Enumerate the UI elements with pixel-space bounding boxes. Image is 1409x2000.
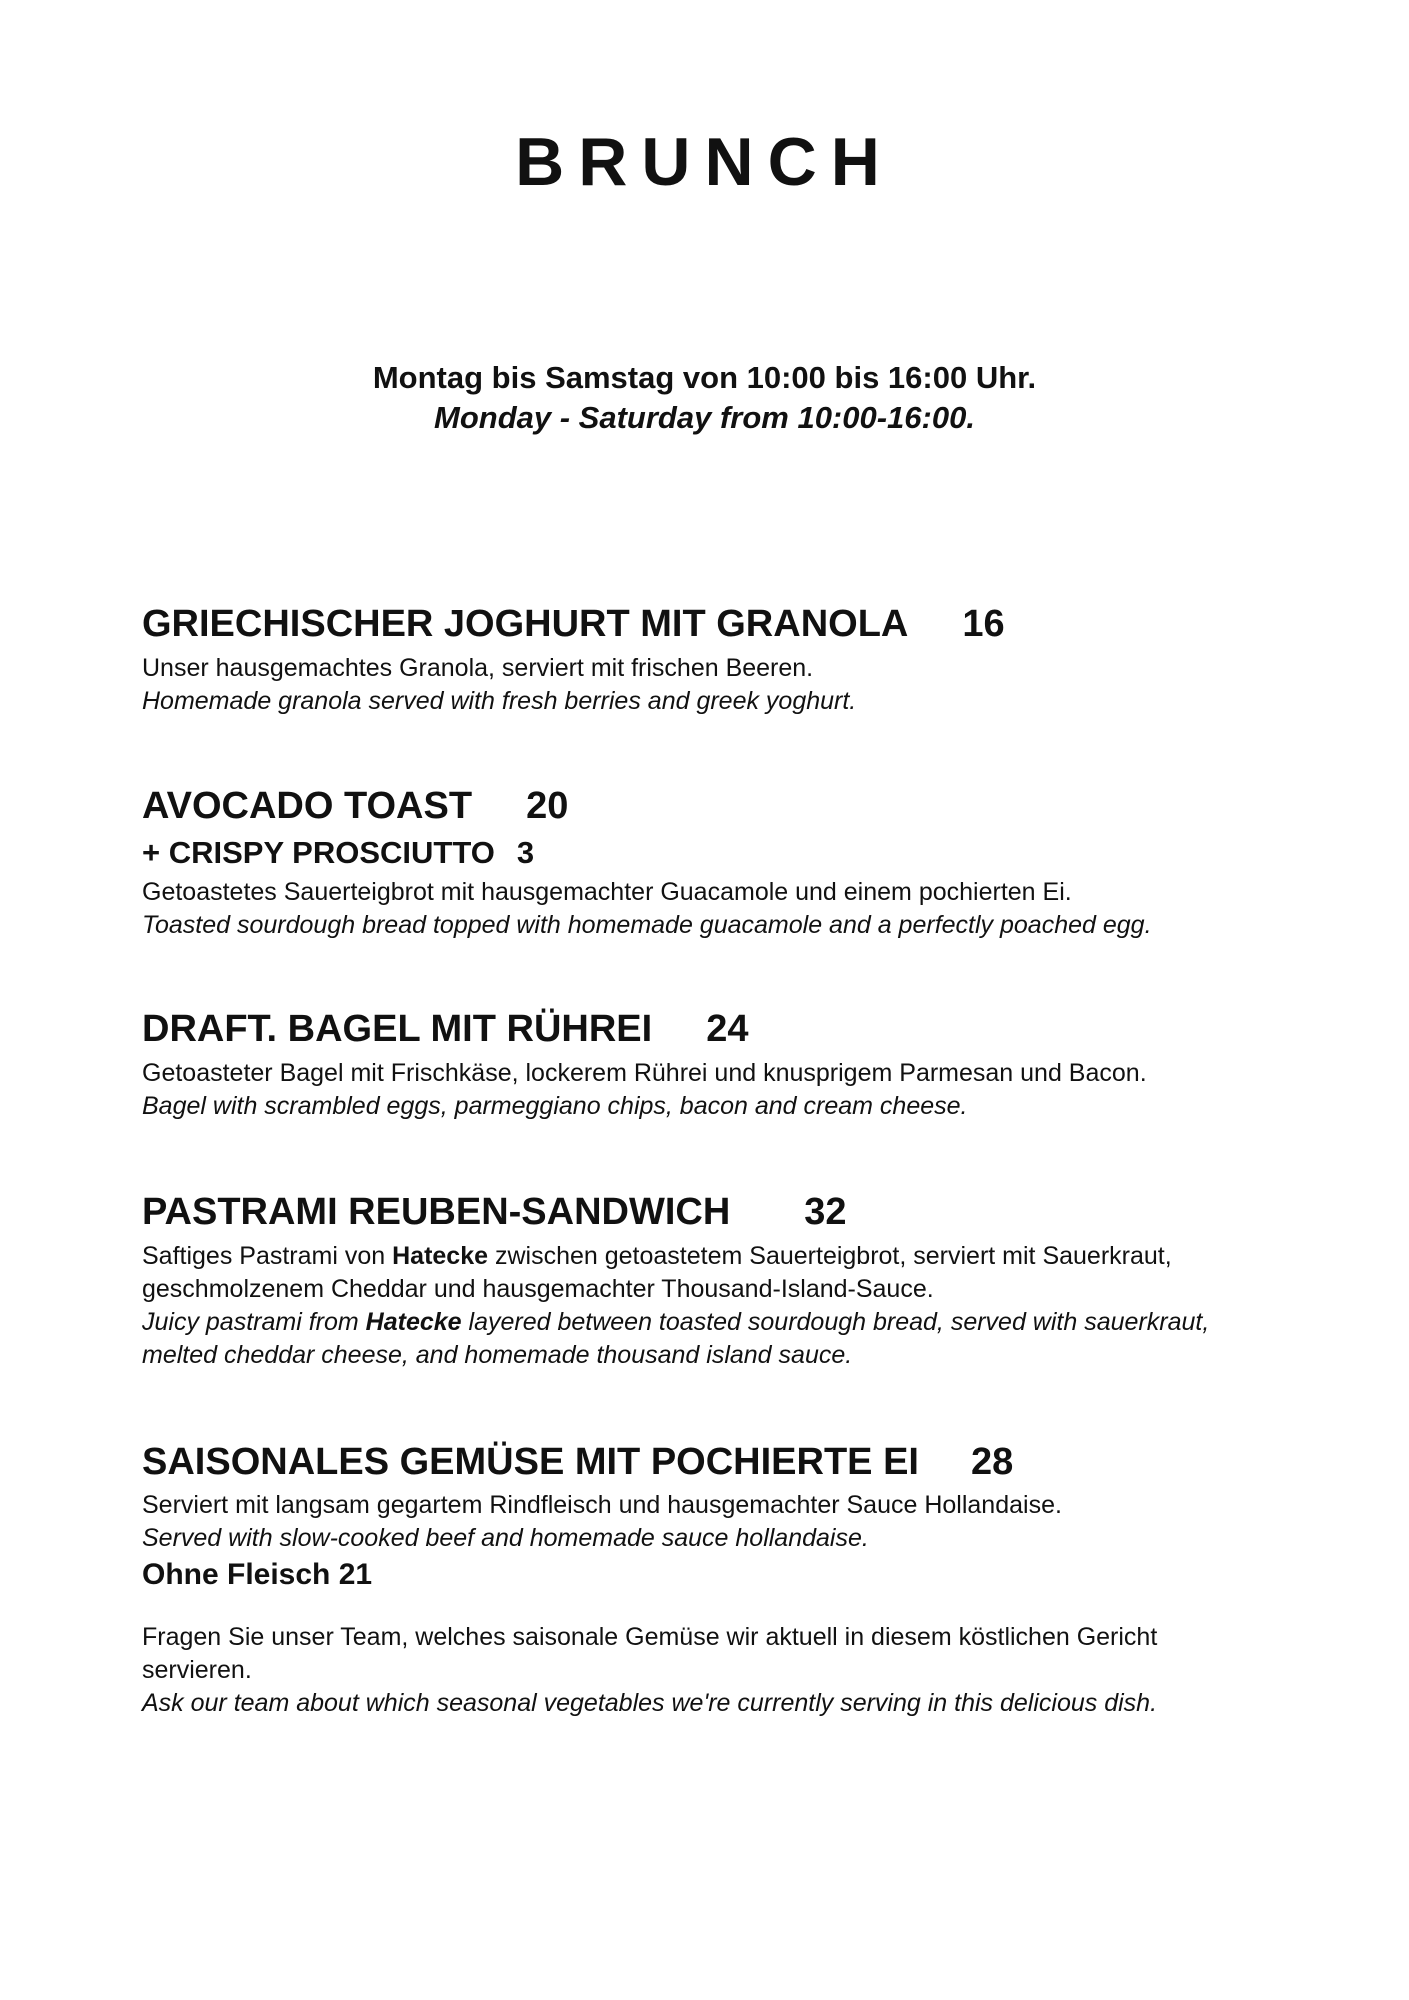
addon-name: + CRISPY PROSCIUTTO [142,835,495,870]
item-description-en: Served with slow-cooked beef and homemade sauce hollandaise. [142,1524,869,1552]
opening-hours-en: Monday - Saturday from 10:00-16:00. [434,400,975,435]
item-note-en: Ask our team about which seasonal vegetables we're currently serving in this delicious dish. [142,1689,1158,1717]
item-price: 28 [970,1441,1014,1483]
item-addon [142,837,1292,868]
item-heading [142,787,1292,825]
item-description-en: Toasted sourdough bread topped with homemade guacamole and a perfectly poached egg. [142,911,1152,939]
menu-item-greek-yoghurt [142,605,1292,718]
item-description-de: Serviert mit langsam gegartem Rindfleisch und hausgemachter Sauce Hollandaise. [142,1491,1062,1519]
addon-price: 3 [516,835,535,870]
item-price: 24 [706,1008,749,1050]
item-price: 16 [962,603,1005,645]
item-description-en: Homemade granola served with fresh berries and greek yoghurt. [142,687,857,715]
supplier-name: Hatecke [392,1242,489,1270]
menu-item-pastrami-sandwich [142,1193,1292,1372]
menu-item-seasonal-vegetables [142,1443,1292,1720]
item-description-en: Bagel with scrambled eggs, parmeggiano chips, bacon and cream cheese. [142,1092,968,1120]
item-name: DRAFT. BAGEL MIT RÜHREI [142,1008,653,1050]
supplier-name: Hatecke [365,1308,462,1336]
item-description-de-line2: geschmolzenem Cheddar und hausgemachter Thousand-Island-Sauce. [142,1275,934,1303]
menu-item-bagel [142,1010,1292,1123]
opening-hours-de: Montag bis Samstag von 10:00 bis 16:00 Uhr. [372,360,1037,395]
item-name: AVOCADO TOAST [142,785,473,827]
menu-item-avocado-toast [142,787,1292,942]
item-description-de: Getoasteter Bagel mit Frischkäse, lockerem Rührei und knusprigem Parmesan und Bacon. [142,1059,1147,1087]
item-description-de: Unser hausgemachtes Granola, serviert mit frischen Beeren. [142,654,814,682]
item-price: 20 [526,785,569,827]
item-description-en: Juicy pastrami from Hatecke layered between toasted sourdough bread, served with sauerkraut, [142,1308,1210,1336]
item-name: GRIECHISCHER JOGHURT MIT GRANOLA [142,603,909,645]
item-description-de: Getoastetes Sauerteigbrot mit hausgemachter Guacamole und einem pochierten Ei. [142,878,1072,906]
opening-hours [0,358,1409,438]
item-name: PASTRAMI REUBEN-SANDWICH [142,1191,731,1233]
item-note-de: Fragen Sie unser Team, welches saisonale Gemüse wir aktuell in diesem köstlichen Gericht [142,1623,1158,1651]
item-price: 32 [804,1191,847,1233]
item-heading [142,1443,1292,1481]
item-description-de: Saftiges Pastrami von Hatecke zwischen getoastetem Sauerteigbrot, serviert mit Sauerkraut, [142,1242,1172,1270]
item-variant-vegetarian: Ohne Fleisch 21 [142,1558,373,1591]
item-name: SAISONALES GEMÜSE MIT POCHIERTE EI [142,1441,919,1483]
item-note-de-line2: servieren. [142,1656,252,1684]
item-heading [142,1193,1292,1231]
item-heading [142,605,1292,643]
item-heading [142,1010,1292,1048]
item-description-en-line2: melted cheddar cheese, and homemade thousand island sauce. [142,1341,853,1369]
page-title: BRUNCH [515,124,894,200]
